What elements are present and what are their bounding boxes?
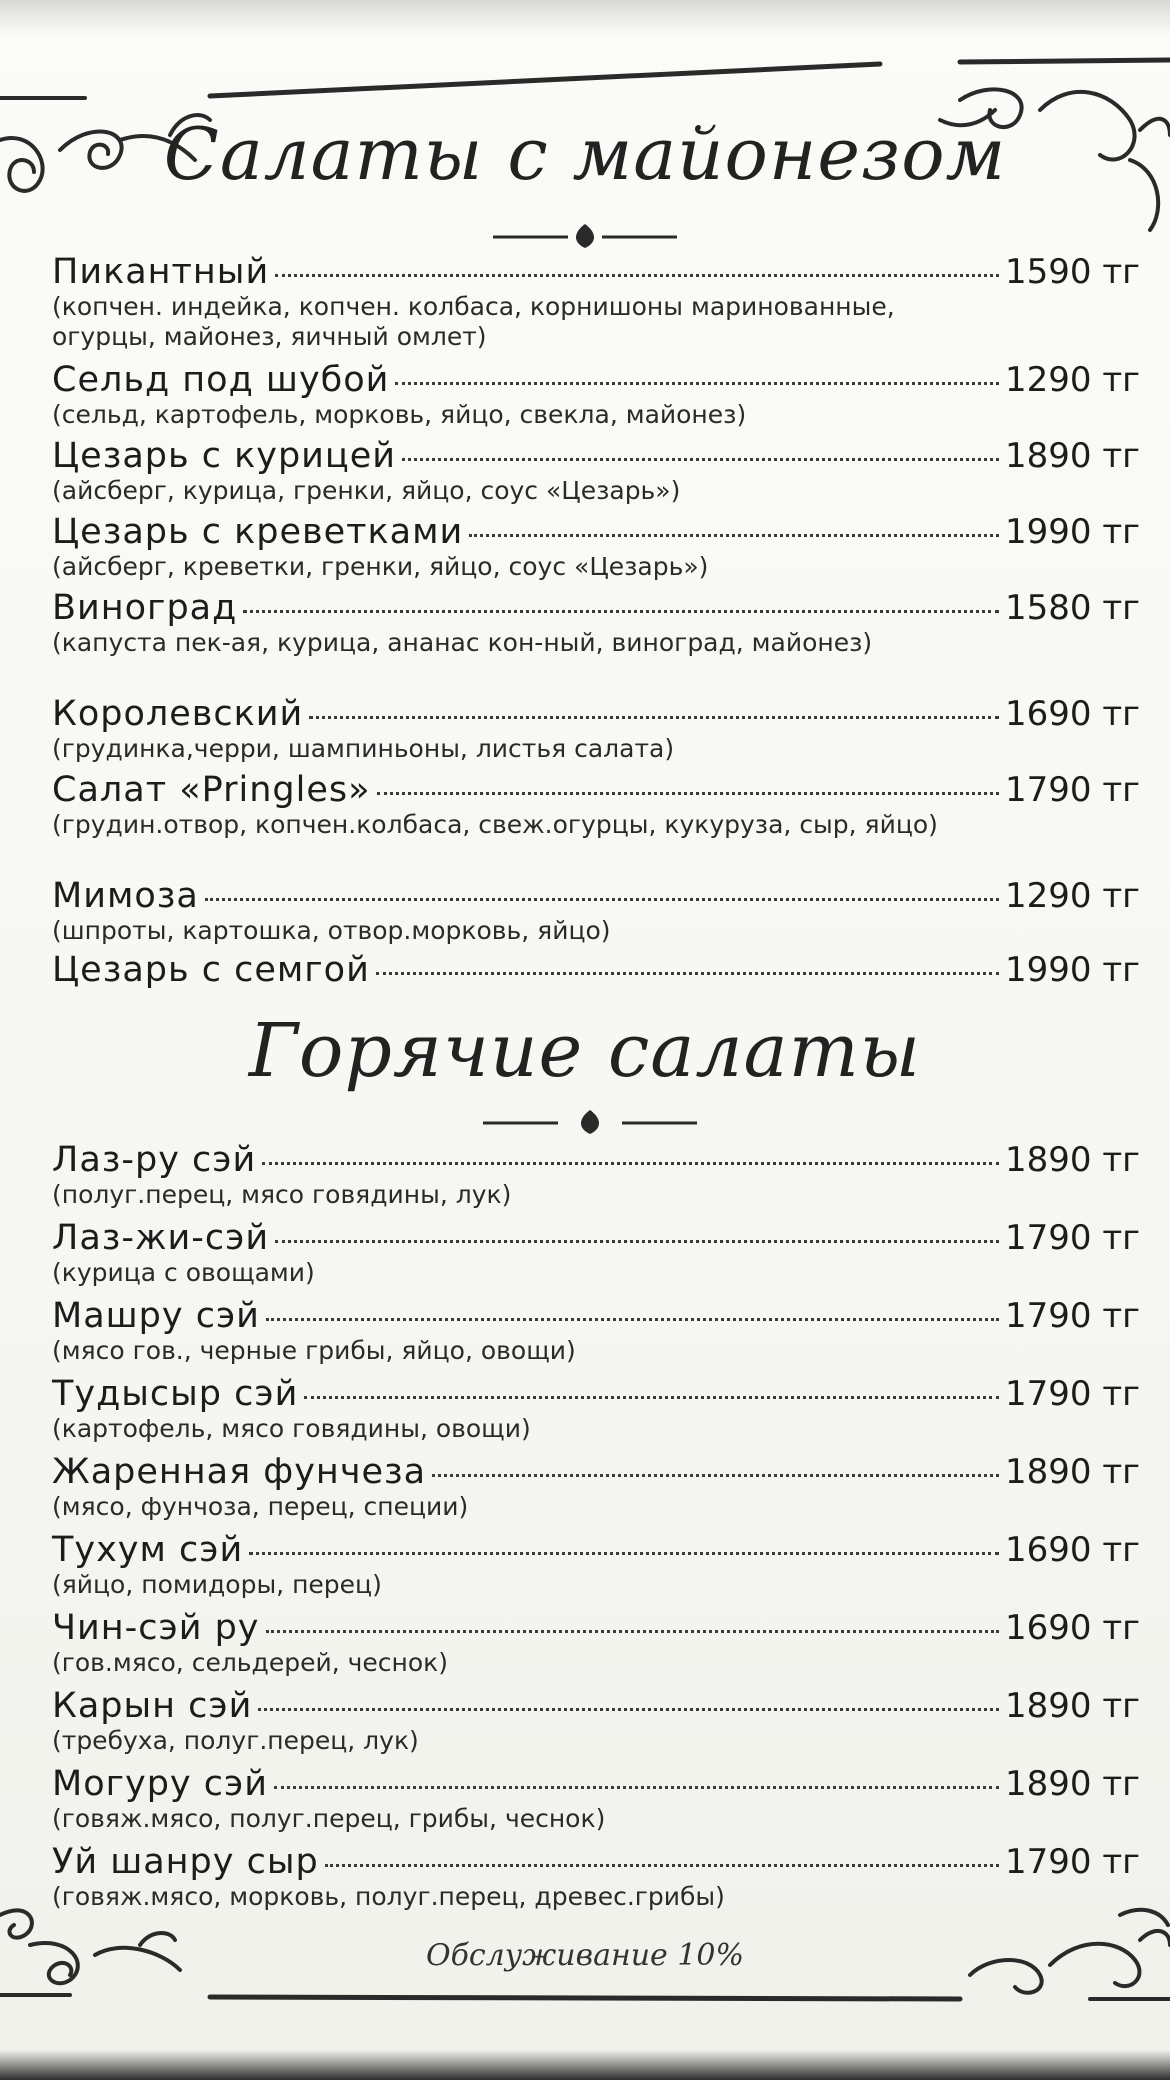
dot-leader	[432, 1474, 999, 1477]
item-name: Цезарь с семгой	[52, 950, 370, 990]
dot-leader	[325, 1864, 999, 1867]
menu-item	[52, 1530, 1140, 1600]
menu-item	[52, 1296, 1140, 1366]
item-name: Сельд под шубой	[52, 360, 390, 400]
dot-leader	[309, 716, 999, 719]
item-price: 1790 тг	[1004, 1296, 1140, 1336]
item-description: (капуста пек-ая, курица, ананас кон-ный, виноград, майонез)	[52, 628, 873, 657]
item-name: Карын сэй	[52, 1686, 253, 1726]
item-price: 1580 тг	[1004, 588, 1140, 628]
item-description: (полуг.перец, мясо говядины, лук)	[52, 1180, 512, 1209]
menu-item	[52, 876, 1140, 946]
menu-item	[52, 252, 1140, 352]
item-name: Лаз-жи-сэй	[52, 1218, 270, 1258]
menu-item	[52, 770, 1140, 840]
menu-item	[52, 1218, 1140, 1288]
item-price: 1890 тг	[1004, 1764, 1140, 1804]
menu-item	[52, 1686, 1140, 1756]
item-description: (гов.мясо, сельдерей, чеснок)	[52, 1648, 448, 1677]
item-description: (шпроты, картошка, отвор.морковь, яйцо)	[52, 916, 611, 945]
menu-item	[52, 588, 1140, 658]
item-name: Тухум сэй	[52, 1530, 244, 1570]
menu-item	[52, 1764, 1140, 1834]
dot-leader	[376, 972, 999, 975]
item-description: (курица с овощами)	[52, 1258, 315, 1287]
dot-leader	[395, 382, 999, 385]
service-charge-note: Обслуживание 10%	[425, 1938, 745, 1973]
item-price: 1790 тг	[1004, 1374, 1140, 1414]
dot-leader	[262, 1162, 999, 1165]
item-description: (айсберг, креветки, гренки, яйцо, соус «Цезарь»)	[52, 552, 709, 581]
menu-item	[52, 1140, 1140, 1210]
dot-leader	[469, 534, 999, 537]
item-name: Чин-сэй ру	[52, 1608, 260, 1648]
dot-leader	[266, 1630, 999, 1633]
item-description: (айсберг, курица, гренки, яйцо, соус «Цезарь»)	[52, 476, 681, 505]
dot-leader	[402, 458, 999, 461]
dot-leader	[275, 1240, 999, 1243]
menu-item	[52, 436, 1140, 506]
leaf-separator-icon	[0, 222, 1170, 252]
item-description: (сельд, картофель, морковь, яйцо, свекла, майонез)	[52, 400, 747, 429]
item-price: 1690 тг	[1004, 694, 1140, 734]
item-name: Пикантный	[52, 252, 270, 292]
item-description: (копчен. индейка, копчен. колбаса, корнишоны маринованные, огурцы, майонез, яичный омлет)	[52, 292, 895, 351]
menu-item	[52, 1374, 1140, 1444]
item-description: (грудин.отвор, копчен.колбаса, свеж.огурцы, кукуруза, сыр, яйцо)	[52, 810, 938, 839]
item-price: 1690 тг	[1004, 1530, 1140, 1570]
dot-leader	[304, 1396, 999, 1399]
item-name: Машру сэй	[52, 1296, 260, 1336]
item-name: Цезарь с креветками	[52, 512, 464, 552]
item-name: Цезарь с курицей	[52, 436, 397, 476]
item-name: Королевский	[52, 694, 304, 734]
section-title-mayo-salads: Салаты с майонезом	[163, 112, 1007, 196]
item-price: 1790 тг	[1004, 1218, 1140, 1258]
item-price: 1790 тг	[1004, 770, 1140, 810]
item-name: Могуру сэй	[52, 1764, 268, 1804]
section-title-hot-salads: Горячие салаты	[248, 1008, 922, 1094]
item-name: Лаз-ру сэй	[52, 1140, 257, 1180]
item-description: (говяж.мясо, полуг.перец, грибы, чеснок)	[52, 1804, 606, 1833]
dot-leader	[243, 610, 999, 613]
menu-item	[52, 512, 1140, 582]
item-name: Мимоза	[52, 876, 199, 916]
dot-leader	[249, 1552, 999, 1555]
item-name: Жаренная фунчеза	[52, 1452, 427, 1492]
item-price: 1290 тг	[1004, 876, 1140, 916]
item-name: Салат «Pringles»	[52, 770, 371, 810]
dot-leader	[266, 1318, 999, 1321]
dot-leader	[205, 898, 999, 901]
item-price: 1890 тг	[1004, 1140, 1140, 1180]
item-description: (грудинка,черри, шампиньоны, листья салата)	[52, 734, 675, 763]
dot-leader	[274, 1786, 999, 1789]
item-price: 1990 тг	[1004, 512, 1140, 552]
menu-item	[52, 694, 1140, 764]
item-description: (яйцо, помидоры, перец)	[52, 1570, 382, 1599]
item-price: 1790 тг	[1004, 1842, 1140, 1882]
item-price: 1890 тг	[1004, 436, 1140, 476]
item-price: 1690 тг	[1004, 1608, 1140, 1648]
menu-item	[52, 360, 1140, 430]
item-price: 1890 тг	[1004, 1452, 1140, 1492]
dot-leader	[377, 792, 999, 795]
item-price: 1990 тг	[1004, 950, 1140, 990]
leaf-separator-icon	[0, 1108, 1170, 1138]
item-description: (говяж.мясо, морковь, полуг.перец, древес.грибы)	[52, 1882, 725, 1911]
item-description: (картофель, мясо говядины, овощи)	[52, 1414, 531, 1443]
item-name: Тудысыр сэй	[52, 1374, 299, 1414]
dot-leader	[258, 1708, 999, 1711]
item-description: (мясо гов., черные грибы, яйцо, овощи)	[52, 1336, 576, 1365]
item-description: (требуха, полуг.перец, лук)	[52, 1726, 419, 1755]
menu-item	[52, 950, 1140, 994]
menu-item	[52, 1452, 1140, 1522]
item-price: 1290 тг	[1004, 360, 1140, 400]
item-price: 1890 тг	[1004, 1686, 1140, 1726]
menu-item	[52, 1608, 1140, 1678]
item-price: 1590 тг	[1004, 252, 1140, 292]
item-name: Уй шанру сыр	[52, 1842, 319, 1882]
item-description: (мясо, фунчоза, перец, специи)	[52, 1492, 469, 1521]
item-name: Виноград	[52, 588, 238, 628]
dot-leader	[275, 274, 999, 277]
